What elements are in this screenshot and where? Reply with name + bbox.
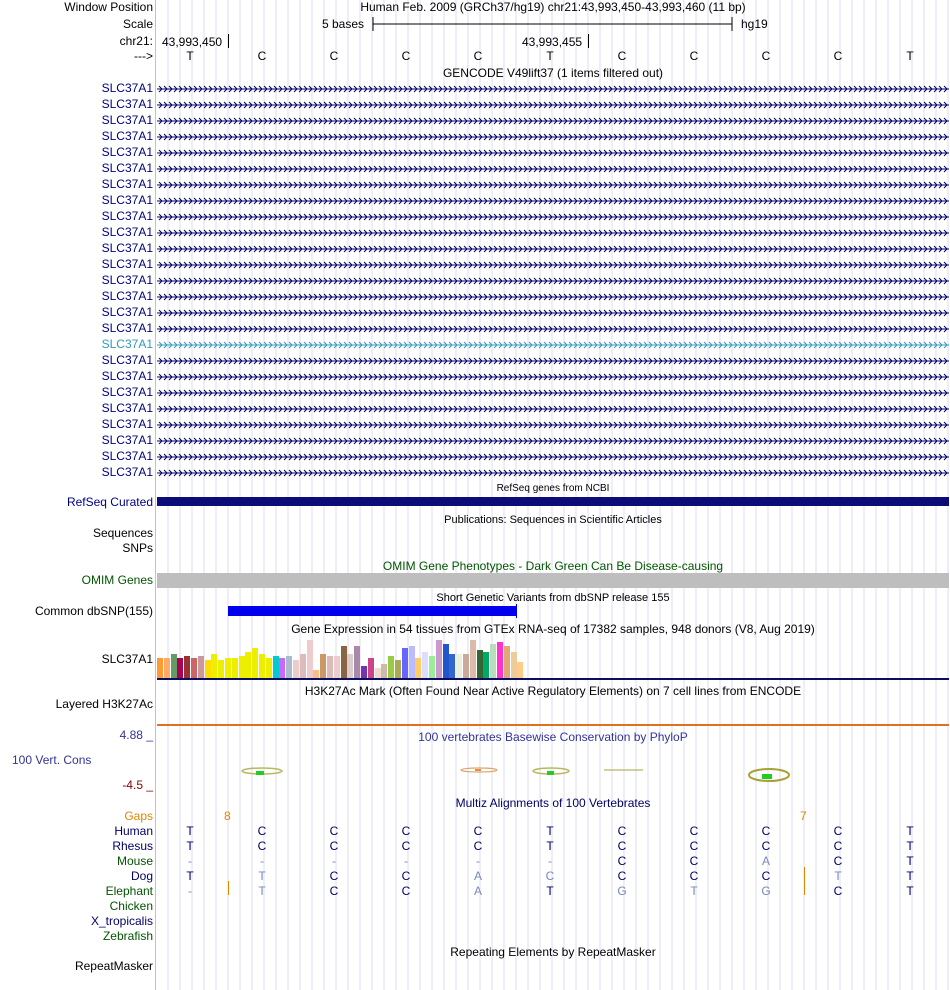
- gencode-transcript-label[interactable]: SLC37A1: [101, 401, 153, 415]
- elephant-insert-mark-right: [804, 867, 805, 895]
- dbsnp-variant-bar[interactable]: [228, 606, 516, 616]
- alignment-base: T: [546, 839, 554, 853]
- gencode-transcript-row[interactable]: [157, 165, 949, 173]
- gencode-transcript-label[interactable]: SLC37A1: [101, 161, 153, 175]
- species-label-dog[interactable]: Dog: [130, 869, 153, 883]
- gtex-tissue-bar[interactable]: [171, 654, 177, 678]
- gtex-tissue-bar[interactable]: [164, 658, 170, 678]
- gencode-transcript-label[interactable]: SLC37A1: [101, 145, 153, 159]
- gap-count-left: 8: [224, 809, 231, 823]
- species-label-zebrafish[interactable]: Zebrafish: [102, 929, 153, 943]
- gtex-tissue-bar[interactable]: [239, 656, 245, 678]
- gencode-transcript-label[interactable]: SLC37A1: [101, 321, 153, 335]
- gtex-tissue-bar[interactable]: [490, 644, 496, 678]
- base-8: C: [689, 49, 699, 63]
- gencode-transcript-label[interactable]: SLC37A1: [101, 81, 153, 95]
- alignment-base: C: [833, 854, 843, 868]
- alignment-base: C: [473, 839, 483, 853]
- gencode-transcript-row[interactable]: [157, 85, 949, 93]
- alignment-base: T: [186, 839, 194, 853]
- h3k27ac-signal-line: [157, 724, 949, 726]
- gtex-tissue-bar[interactable]: [497, 642, 503, 678]
- gtex-tissue-bar[interactable]: [395, 660, 401, 678]
- dbsnp-track-label[interactable]: Common dbSNP(155): [34, 604, 153, 618]
- gencode-transcript-row[interactable]: [157, 261, 949, 269]
- refseq-title: RefSeq genes from NCBI: [496, 483, 610, 494]
- gtex-tissue-bar[interactable]: [511, 652, 517, 678]
- omim-title: OMIM Gene Phenotypes - Dark Green Can Be Disease-causing: [382, 559, 724, 573]
- base-2: C: [257, 49, 267, 63]
- base-10: C: [833, 49, 843, 63]
- alignment-base: G: [761, 884, 771, 898]
- gtex-tissue-bar[interactable]: [456, 654, 462, 678]
- gencode-transcript-label[interactable]: SLC37A1: [101, 97, 153, 111]
- alignment-base: C: [329, 824, 339, 838]
- gencode-transcript-row[interactable]: [157, 149, 949, 157]
- gencode-transcript-row[interactable]: [157, 437, 949, 445]
- omim-track-label[interactable]: OMIM Genes: [81, 573, 153, 587]
- repeatmasker-title: Repeating Elements by RepeatMasker: [450, 945, 656, 959]
- track-label-panel: [0, 0, 155, 990]
- gtex-tissue-bar[interactable]: [449, 654, 455, 678]
- scale-label: Scale: [122, 17, 153, 31]
- gtex-baseline: [157, 678, 949, 680]
- alignment-base: C: [329, 884, 339, 898]
- gtex-tissue-bar[interactable]: [313, 670, 319, 678]
- position-left-tick: [228, 34, 229, 48]
- gtex-tissue-bar[interactable]: [368, 658, 374, 678]
- position-mid: 43,993,455: [522, 35, 583, 49]
- window-position-label: Window Position: [64, 0, 153, 14]
- publications-snps-label[interactable]: SNPs: [122, 541, 153, 555]
- alignment-base: T: [546, 824, 554, 838]
- gencode-transcript-label[interactable]: SLC37A1: [101, 129, 153, 143]
- alignment-base: C: [617, 839, 627, 853]
- chrom-label: chr21:: [119, 34, 153, 48]
- alignment-base: C: [257, 839, 267, 853]
- gtex-tissue-bar[interactable]: [354, 646, 360, 678]
- alignment-base: G: [617, 884, 627, 898]
- conservation-title: 100 vertebrates Basewise Conservation by PhyloP: [418, 730, 688, 744]
- gencode-transcript-label[interactable]: SLC37A1: [101, 193, 153, 207]
- species-label-rhesus[interactable]: Rhesus: [112, 839, 153, 853]
- species-label-x_tropicalis[interactable]: X_tropicalis: [90, 914, 153, 928]
- alignment-base: C: [401, 869, 411, 883]
- gtex-tissue-bar[interactable]: [429, 656, 435, 678]
- alignment-base: T: [906, 869, 914, 883]
- gtex-title: Gene Expression in 54 tissues from GTEx RNA-seq of 17382 samples, 948 donors (V8, Aug 2019): [291, 622, 815, 636]
- gencode-transcript-label[interactable]: SLC37A1: [101, 305, 153, 319]
- cons-glyph-5: [749, 769, 789, 781]
- gtex-tissue-bar[interactable]: [375, 668, 381, 678]
- alignment-base: -: [404, 854, 408, 868]
- gtex-tissue-bar[interactable]: [517, 662, 523, 678]
- gencode-transcript-label[interactable]: SLC37A1: [101, 353, 153, 367]
- gtex-tissue-bar[interactable]: [388, 656, 394, 678]
- gtex-tissue-bar[interactable]: [381, 664, 387, 678]
- gencode-transcript-label[interactable]: SLC37A1: [101, 113, 153, 127]
- assembly-title: Human Feb. 2009 (GRCh37/hg19) chr21:43,993,450-43,993,460 (11 bp): [360, 0, 746, 14]
- alignment-base: T: [906, 854, 914, 868]
- gtex-tissue-bar[interactable]: [470, 640, 476, 678]
- alignment-base: C: [761, 869, 771, 883]
- base-1: T: [186, 49, 194, 63]
- alignment-base: C: [545, 869, 555, 883]
- omim-gene-bar[interactable]: [157, 573, 949, 588]
- strand-label: --->: [134, 49, 153, 63]
- gencode-transcript-row[interactable]: [157, 133, 949, 141]
- refseq-track-label[interactable]: RefSeq Curated: [66, 495, 153, 509]
- h3k27ac-title: H3K27Ac Mark (Often Found Near Active Regulatory Elements) on 7 cell lines from ENCODE: [304, 684, 802, 698]
- alignment-base: A: [761, 854, 770, 868]
- refseq-gene-bar[interactable]: [157, 497, 949, 506]
- gtex-tissue-bar[interactable]: [157, 658, 163, 678]
- gencode-transcript-label[interactable]: SLC37A1: [101, 209, 153, 223]
- gencode-transcript-label[interactable]: SLC37A1: [101, 273, 153, 287]
- gencode-transcript-row[interactable]: [157, 277, 949, 285]
- alignment-base: T: [186, 869, 194, 883]
- alignment-base: -: [260, 854, 264, 868]
- gtex-tissue-bar[interactable]: [334, 656, 340, 678]
- base-4: C: [401, 49, 411, 63]
- alignment-base: C: [833, 839, 843, 853]
- alignment-base: T: [906, 839, 914, 853]
- alignment-base: C: [689, 824, 699, 838]
- gtex-tissue-bar[interactable]: [415, 658, 421, 678]
- gap-count-right: 7: [800, 809, 807, 823]
- gtex-tissue-bar[interactable]: [211, 654, 217, 678]
- h3k27ac-track-label[interactable]: Layered H3K27Ac: [55, 697, 153, 711]
- gtex-tissue-bar[interactable]: [409, 646, 415, 678]
- gtex-tissue-bar[interactable]: [463, 654, 469, 678]
- scale-text: 5 bases: [322, 17, 365, 31]
- alignment-base: C: [617, 824, 627, 838]
- gtex-tissue-bar[interactable]: [177, 658, 183, 678]
- gencode-transcript-label[interactable]: SLC37A1: [101, 289, 153, 303]
- alignment-base: C: [401, 839, 411, 853]
- gtex-tissue-bar[interactable]: [259, 654, 265, 678]
- gtex-track-label[interactable]: SLC37A1: [101, 652, 153, 666]
- assembly-name: hg19: [741, 17, 768, 31]
- gencode-transcript-row[interactable]: [157, 181, 949, 189]
- gencode-transcript-label[interactable]: SLC37A1: [101, 225, 153, 239]
- gencode-transcript-label[interactable]: SLC37A1: [101, 465, 153, 479]
- gtex-tissue-bar[interactable]: [504, 646, 510, 678]
- alignment-base: C: [617, 854, 627, 868]
- gtex-tissue-bar[interactable]: [279, 658, 285, 678]
- gaps-label: Gaps: [124, 809, 153, 823]
- gtex-tissue-bar[interactable]: [266, 658, 272, 678]
- gtex-tissue-bar[interactable]: [327, 656, 333, 678]
- alignment-base: -: [188, 854, 192, 868]
- gtex-tissue-bar[interactable]: [307, 640, 313, 678]
- alignment-base: C: [473, 824, 483, 838]
- species-label-elephant[interactable]: Elephant: [105, 884, 153, 898]
- alignment-base: T: [258, 869, 266, 883]
- base-3: C: [329, 49, 339, 63]
- gencode-transcript-label[interactable]: SLC37A1: [101, 257, 153, 271]
- conservation-track-label[interactable]: 100 Vert. Cons: [12, 753, 92, 767]
- gencode-transcript-row[interactable]: [157, 469, 949, 477]
- multiz-title: Multiz Alignments of 100 Vertebrates: [455, 796, 651, 810]
- gencode-transcript-row[interactable]: [157, 325, 949, 333]
- alignment-base: C: [833, 824, 843, 838]
- gencode-transcript-row[interactable]: [157, 197, 949, 205]
- gencode-transcript-row[interactable]: [157, 453, 949, 461]
- alignment-base: C: [761, 839, 771, 853]
- cons-min-label: -4.5 _: [122, 778, 153, 792]
- alignment-base: -: [548, 854, 552, 868]
- alignment-base: C: [401, 884, 411, 898]
- alignment-base: T: [186, 824, 194, 838]
- gencode-transcript-label[interactable]: SLC37A1: [101, 449, 153, 463]
- position-left: 43,993,450: [162, 35, 223, 49]
- gtex-tissue-bar[interactable]: [402, 648, 408, 678]
- gtex-tissue-bar[interactable]: [245, 652, 251, 678]
- gtex-tissue-bar[interactable]: [320, 654, 326, 678]
- gencode-transcript-row[interactable]: [157, 405, 949, 413]
- alignment-base: T: [690, 884, 698, 898]
- base-7: C: [617, 49, 627, 63]
- alignment-base: -: [476, 854, 480, 868]
- gtex-tissue-bar[interactable]: [300, 654, 306, 678]
- gtex-tissue-bar[interactable]: [198, 656, 204, 678]
- alignment-base: C: [257, 824, 267, 838]
- alignment-base: T: [906, 884, 914, 898]
- gtex-tissue-bar[interactable]: [477, 650, 483, 678]
- publications-title: Publications: Sequences in Scientific Articles: [444, 514, 662, 526]
- gencode-transcript-label[interactable]: SLC37A1: [101, 385, 153, 399]
- gtex-tissue-bar[interactable]: [205, 660, 211, 678]
- cons-glyph-1: [242, 768, 282, 775]
- alignment-base: C: [689, 839, 699, 853]
- dbsnp-variant-end-tick: [516, 604, 517, 618]
- gtex-tissue-bar[interactable]: [483, 652, 489, 678]
- cons-max-label: 4.88 _: [119, 728, 153, 742]
- alignment-base: T: [906, 824, 914, 838]
- alignment-base: C: [833, 884, 843, 898]
- gtex-tissue-bar[interactable]: [361, 666, 367, 678]
- alignment-base: C: [689, 854, 699, 868]
- cons-glyph-2: [461, 768, 497, 772]
- gtex-tissue-bar[interactable]: [225, 658, 231, 678]
- gtex-tissue-bar[interactable]: [184, 656, 190, 678]
- alignment-base: A: [473, 869, 482, 883]
- alignment-base: -: [332, 854, 336, 868]
- alignment-base: T: [834, 869, 842, 883]
- gencode-transcript-row[interactable]: [157, 341, 949, 349]
- gtex-tissue-bar[interactable]: [273, 656, 279, 678]
- dbsnp-title: Short Genetic Variants from dbSNP release 155: [436, 592, 670, 604]
- gencode-transcript-row[interactable]: [157, 293, 949, 301]
- alignment-base: C: [401, 824, 411, 838]
- gencode-transcript-row[interactable]: [157, 245, 949, 253]
- species-label-mouse[interactable]: Mouse: [116, 854, 153, 868]
- gencode-transcript-label[interactable]: SLC37A1: [101, 433, 153, 447]
- gencode-transcript-row[interactable]: [157, 357, 949, 365]
- species-label-chicken[interactable]: Chicken: [109, 899, 153, 913]
- conservation-plot[interactable]: [157, 760, 949, 790]
- scale-bar: [370, 16, 736, 32]
- cons-glyph-3: [533, 768, 569, 775]
- gencode-transcript-row[interactable]: [157, 421, 949, 429]
- gencode-transcript-row[interactable]: [157, 117, 949, 125]
- base-11: T: [906, 49, 914, 63]
- alignment-base: T: [258, 884, 266, 898]
- base-5: C: [473, 49, 483, 63]
- alignment-base: C: [329, 839, 339, 853]
- alignment-base: C: [617, 869, 627, 883]
- base-6: T: [546, 49, 554, 63]
- gencode-transcript-label[interactable]: SLC37A1: [101, 369, 153, 383]
- position-mid-tick: [588, 34, 589, 48]
- gencode-transcript-row[interactable]: [157, 309, 949, 317]
- species-label-human[interactable]: Human: [114, 824, 153, 838]
- elephant-insert-mark-left: [228, 881, 229, 895]
- gencode-title: GENCODE V49lift37 (1 items filtered out): [442, 66, 664, 80]
- gencode-transcript-row[interactable]: [157, 101, 949, 109]
- gtex-tissue-bar[interactable]: [252, 648, 258, 678]
- alignment-base: -: [188, 884, 192, 898]
- gtex-tissue-bar[interactable]: [218, 660, 224, 678]
- gencode-transcript-row[interactable]: [157, 229, 949, 237]
- gencode-transcript-label[interactable]: SLC37A1: [101, 241, 153, 255]
- gencode-transcript-row[interactable]: [157, 213, 949, 221]
- base-9: C: [761, 49, 771, 63]
- gtex-tissue-bar[interactable]: [286, 656, 292, 678]
- gencode-transcript-label[interactable]: SLC37A1: [101, 177, 153, 191]
- gencode-transcript-row[interactable]: [157, 373, 949, 381]
- gtex-tissue-bar[interactable]: [232, 658, 238, 678]
- gtex-tissue-bar[interactable]: [293, 660, 299, 678]
- gtex-tissue-bar[interactable]: [191, 658, 197, 678]
- gencode-transcript-label[interactable]: SLC37A1: [101, 337, 153, 351]
- alignment-base: C: [761, 824, 771, 838]
- publications-sequences-label[interactable]: Sequences: [92, 526, 153, 540]
- gtex-tissue-bar[interactable]: [422, 652, 428, 678]
- alignment-base: C: [329, 869, 339, 883]
- repeatmasker-track-label[interactable]: RepeatMasker: [74, 959, 153, 973]
- gtex-tissue-bar[interactable]: [436, 640, 442, 678]
- gtex-tissue-bar[interactable]: [347, 654, 353, 678]
- gtex-tissue-bar[interactable]: [341, 646, 347, 678]
- alignment-base: T: [546, 884, 554, 898]
- gencode-transcript-label[interactable]: SLC37A1: [101, 417, 153, 431]
- gtex-expression-bars[interactable]: [157, 638, 557, 678]
- alignment-base: C: [689, 869, 699, 883]
- gencode-transcript-row[interactable]: [157, 389, 949, 397]
- alignment-base: A: [473, 884, 482, 898]
- gtex-tissue-bar[interactable]: [443, 644, 449, 678]
